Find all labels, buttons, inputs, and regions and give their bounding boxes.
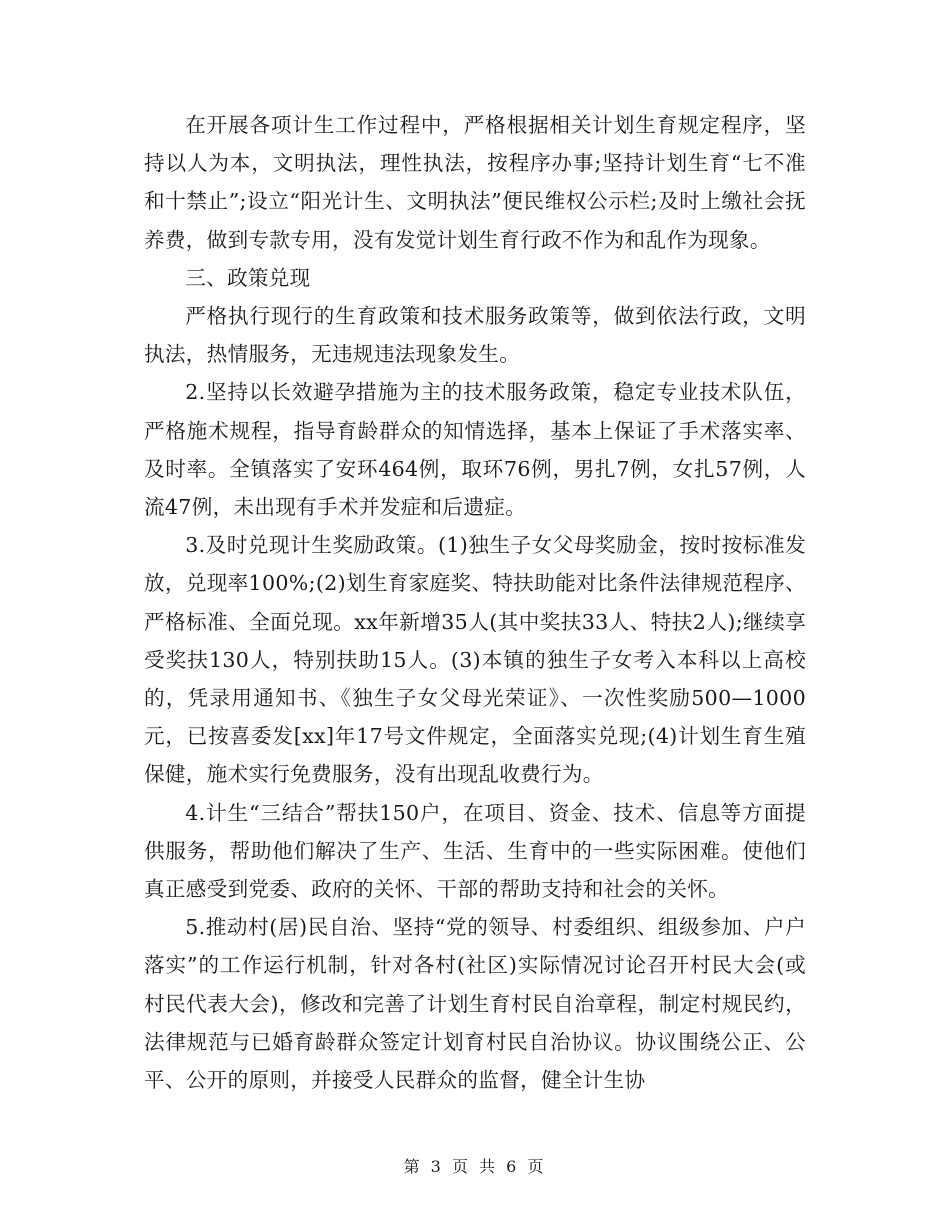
paragraph: 在开展各项计生工作过程中，严格根据相关计划生育规定程序，坚持以人为本，文明执法，理性执法，按程序办事;坚持计划生育“七不准和十禁止”;设立“阳光计生、文明执法”便民维权公示栏;及时上缴社会抚养费，做到专款专用，没有发觉计划生育行政不作为和乱作为现象。 — [144, 113, 806, 252]
section-heading: 三、政策兑现 — [185, 265, 311, 290]
page-footer: 第 3 页 共 6 页 — [403, 1157, 547, 1176]
document-body — [144, 106, 806, 1099]
paragraph: 严格执行现行的生育政策和技术服务政策等，做到依法行政，文明执法，热情服务，无违规违法现象发生。 — [144, 304, 806, 367]
paragraph: 5.推动村(居)民自治、坚持“党的领导、村委组织、组级参加、户户落实”的工作运行机制，针对各村(社区)实际情况讨论召开村民大会(或村民代表大会)，修改和完善了计划生育村民自治章程，制定村规民约，法律规范与已婚育龄群众签定计划育村民自治协议。协议围绕公正、公平、公开的原则，并接受人民群众的监督，健全计生协 — [144, 915, 806, 1093]
paragraph: 4.计生“三结合”帮扶150户，在项目、资金、技术、信息等方面提供服务，帮助他们解决了生产、生活、生育中的一些实际困难。使他们真正感受到党委、政府的关怀、干部的帮助支持和社会的关怀。 — [144, 800, 806, 902]
paragraph: 2.坚持以长效避孕措施为主的技术服务政策，稳定专业技术队伍，严格施术规程，指导育龄群众的知情选择，基本上保证了手术落实率、及时率。全镇落实了安环464例，取环76例，男扎7例，女扎57例，人流47例，未出现有手术并发症和后遗症。 — [144, 380, 806, 520]
paragraph: 3.及时兑现计生奖励政策。(1)独生子女父母奖励金，按时按标准发放，兑现率100%;(2)划生育家庭奖、特扶助能对比条件法律规范程序、严格标准、全面兑现。xx年新增35人(其中奖扶33人、特扶2人);继续享受奖扶130人，特别扶助15人。(3)本镇的独生子女考入本科以上高校的，凭录用通知书、《独生子女父母光荣证》、一次性奖励500—1000元，已按喜委发[xx]年17号文件规定，全面落实兑现;(4)计划生育生殖保健，施术实行免费服务，没有出现乱收费行为。 — [144, 533, 806, 787]
